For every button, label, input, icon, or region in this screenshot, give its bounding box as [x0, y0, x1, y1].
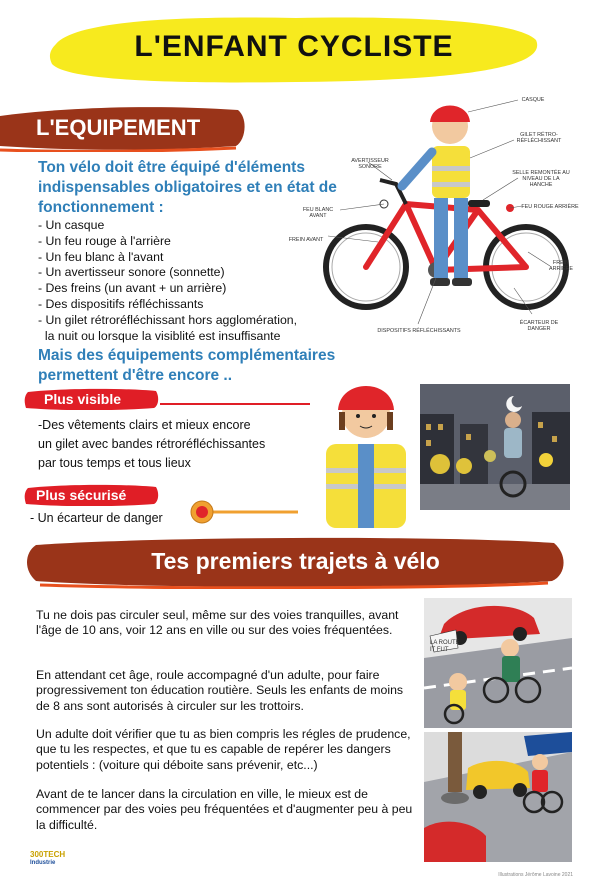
list-item: la nuit ou lorsque la visiblité est insuffisante: [38, 328, 281, 343]
equipment-intro: Ton vélo doit être équipé d'éléments indispensables obligatoires et en état de fonctionnement :: [38, 159, 337, 216]
equipment-heading: L'EQUIPEMENT: [36, 115, 201, 140]
trajets-paragraph: Avant de te lancer dans la circulation en ville, le mieux est de commencer par des voies peu fréquentées et d'augmenter peu à peu la difficulté.: [36, 787, 413, 832]
visible-line: -Des vêtements clairs et mieux encore: [38, 418, 251, 432]
visible-line: un gilet avec bandes rétroréfléchissantes: [38, 437, 266, 451]
callout-frein-arriere: FREIN ARRIÈRE: [549, 260, 573, 272]
night-scene-illustration: [420, 384, 570, 510]
callout-gilet: GILET RÉTRO-RÉFLÉCHISSANT: [516, 132, 562, 144]
page-title: L'ENFANT CYCLISTE: [134, 30, 454, 63]
illustration-credit: Illustrations Jérôme Lavoine 2021: [498, 872, 573, 878]
list-item: - Des freins (un avant + un arrière): [38, 281, 227, 296]
logo-text: 300TECH: [30, 850, 66, 859]
visible-line: par tous temps et tous lieux: [38, 456, 191, 470]
trajets-paragraph: Un adulte doit vérifier que tu as bien compris les régles de prudence, que tu les respectes, et que tu es capable de repérer les dangers potentiels : (voiture qui déboite sans prévenir, etc...): [36, 727, 411, 772]
trajets-heading: Tes premiers trajets à vélo: [151, 548, 440, 574]
list-item: - Un feu rouge à l'arrière: [38, 233, 171, 248]
callout-ecarteur: ÉCARTEUR DE DANGER: [519, 320, 559, 332]
visible-text: [38, 416, 308, 473]
callout-feu-blanc: FEU BLANC AVANT: [302, 207, 334, 219]
callout-selle: SELLE REMONTÉE AU NIVEAU DE LA HANCHE: [512, 170, 570, 188]
bike-illustration: [318, 92, 580, 342]
secure-label: Plus sécurisé: [36, 487, 127, 503]
list-item: - Des dispositifs réfléchissants: [38, 296, 204, 311]
callout-frein-avant: FREIN AVANT: [288, 237, 324, 243]
trajets-paragraph: En attendant cet âge, roule accompagné d'un adulte, pour faire progressivement ton éducation routière. Seuls les enfants de moins de 8 ans sont autorisés à circuler sur les trottoirs.: [36, 668, 404, 713]
visible-label: Plus visible: [44, 391, 122, 407]
street-scene-illustration: [424, 598, 572, 728]
speech-bubble-text: LA ROUTE IT FUT: [430, 640, 460, 653]
complementary-text: Mais des équipements complémentaires permettent d'être encore ..: [38, 347, 336, 384]
logo-subtext: Industrie: [30, 860, 56, 866]
child-vest-illustration: [318, 372, 414, 528]
callout-avertisseur: AVERTISSEUR SONORE: [351, 158, 389, 170]
secure-text: - Un écarteur de danger: [30, 511, 163, 525]
visible-underline: [160, 403, 310, 405]
list-item: - Un avertisseur sonore (sonnette): [38, 265, 225, 280]
danger-spacer-illustration: [186, 498, 302, 528]
list-item: - Un gilet rétroréfléchissant hors agglomération,: [38, 312, 298, 327]
list-item: - Un casque: [38, 218, 105, 232]
brand-logo: [30, 851, 65, 867]
callout-feu-rouge: FEU ROUGE ARRIÈRE: [521, 204, 579, 210]
callout-casque: CASQUE: [521, 97, 545, 103]
city-scene-illustration: [424, 732, 572, 862]
trajets-paragraph: Tu ne dois pas circuler seul, même sur des voies tranquilles, avant l'âge de 10 ans, voir 12 ans en ville ou sur des voies fréquentées.: [36, 608, 399, 638]
callout-dispositifs: DISPOSITIFS RÉFLÉCHISSANTS: [377, 328, 461, 334]
list-item: - Un feu blanc à l'avant: [38, 249, 164, 264]
